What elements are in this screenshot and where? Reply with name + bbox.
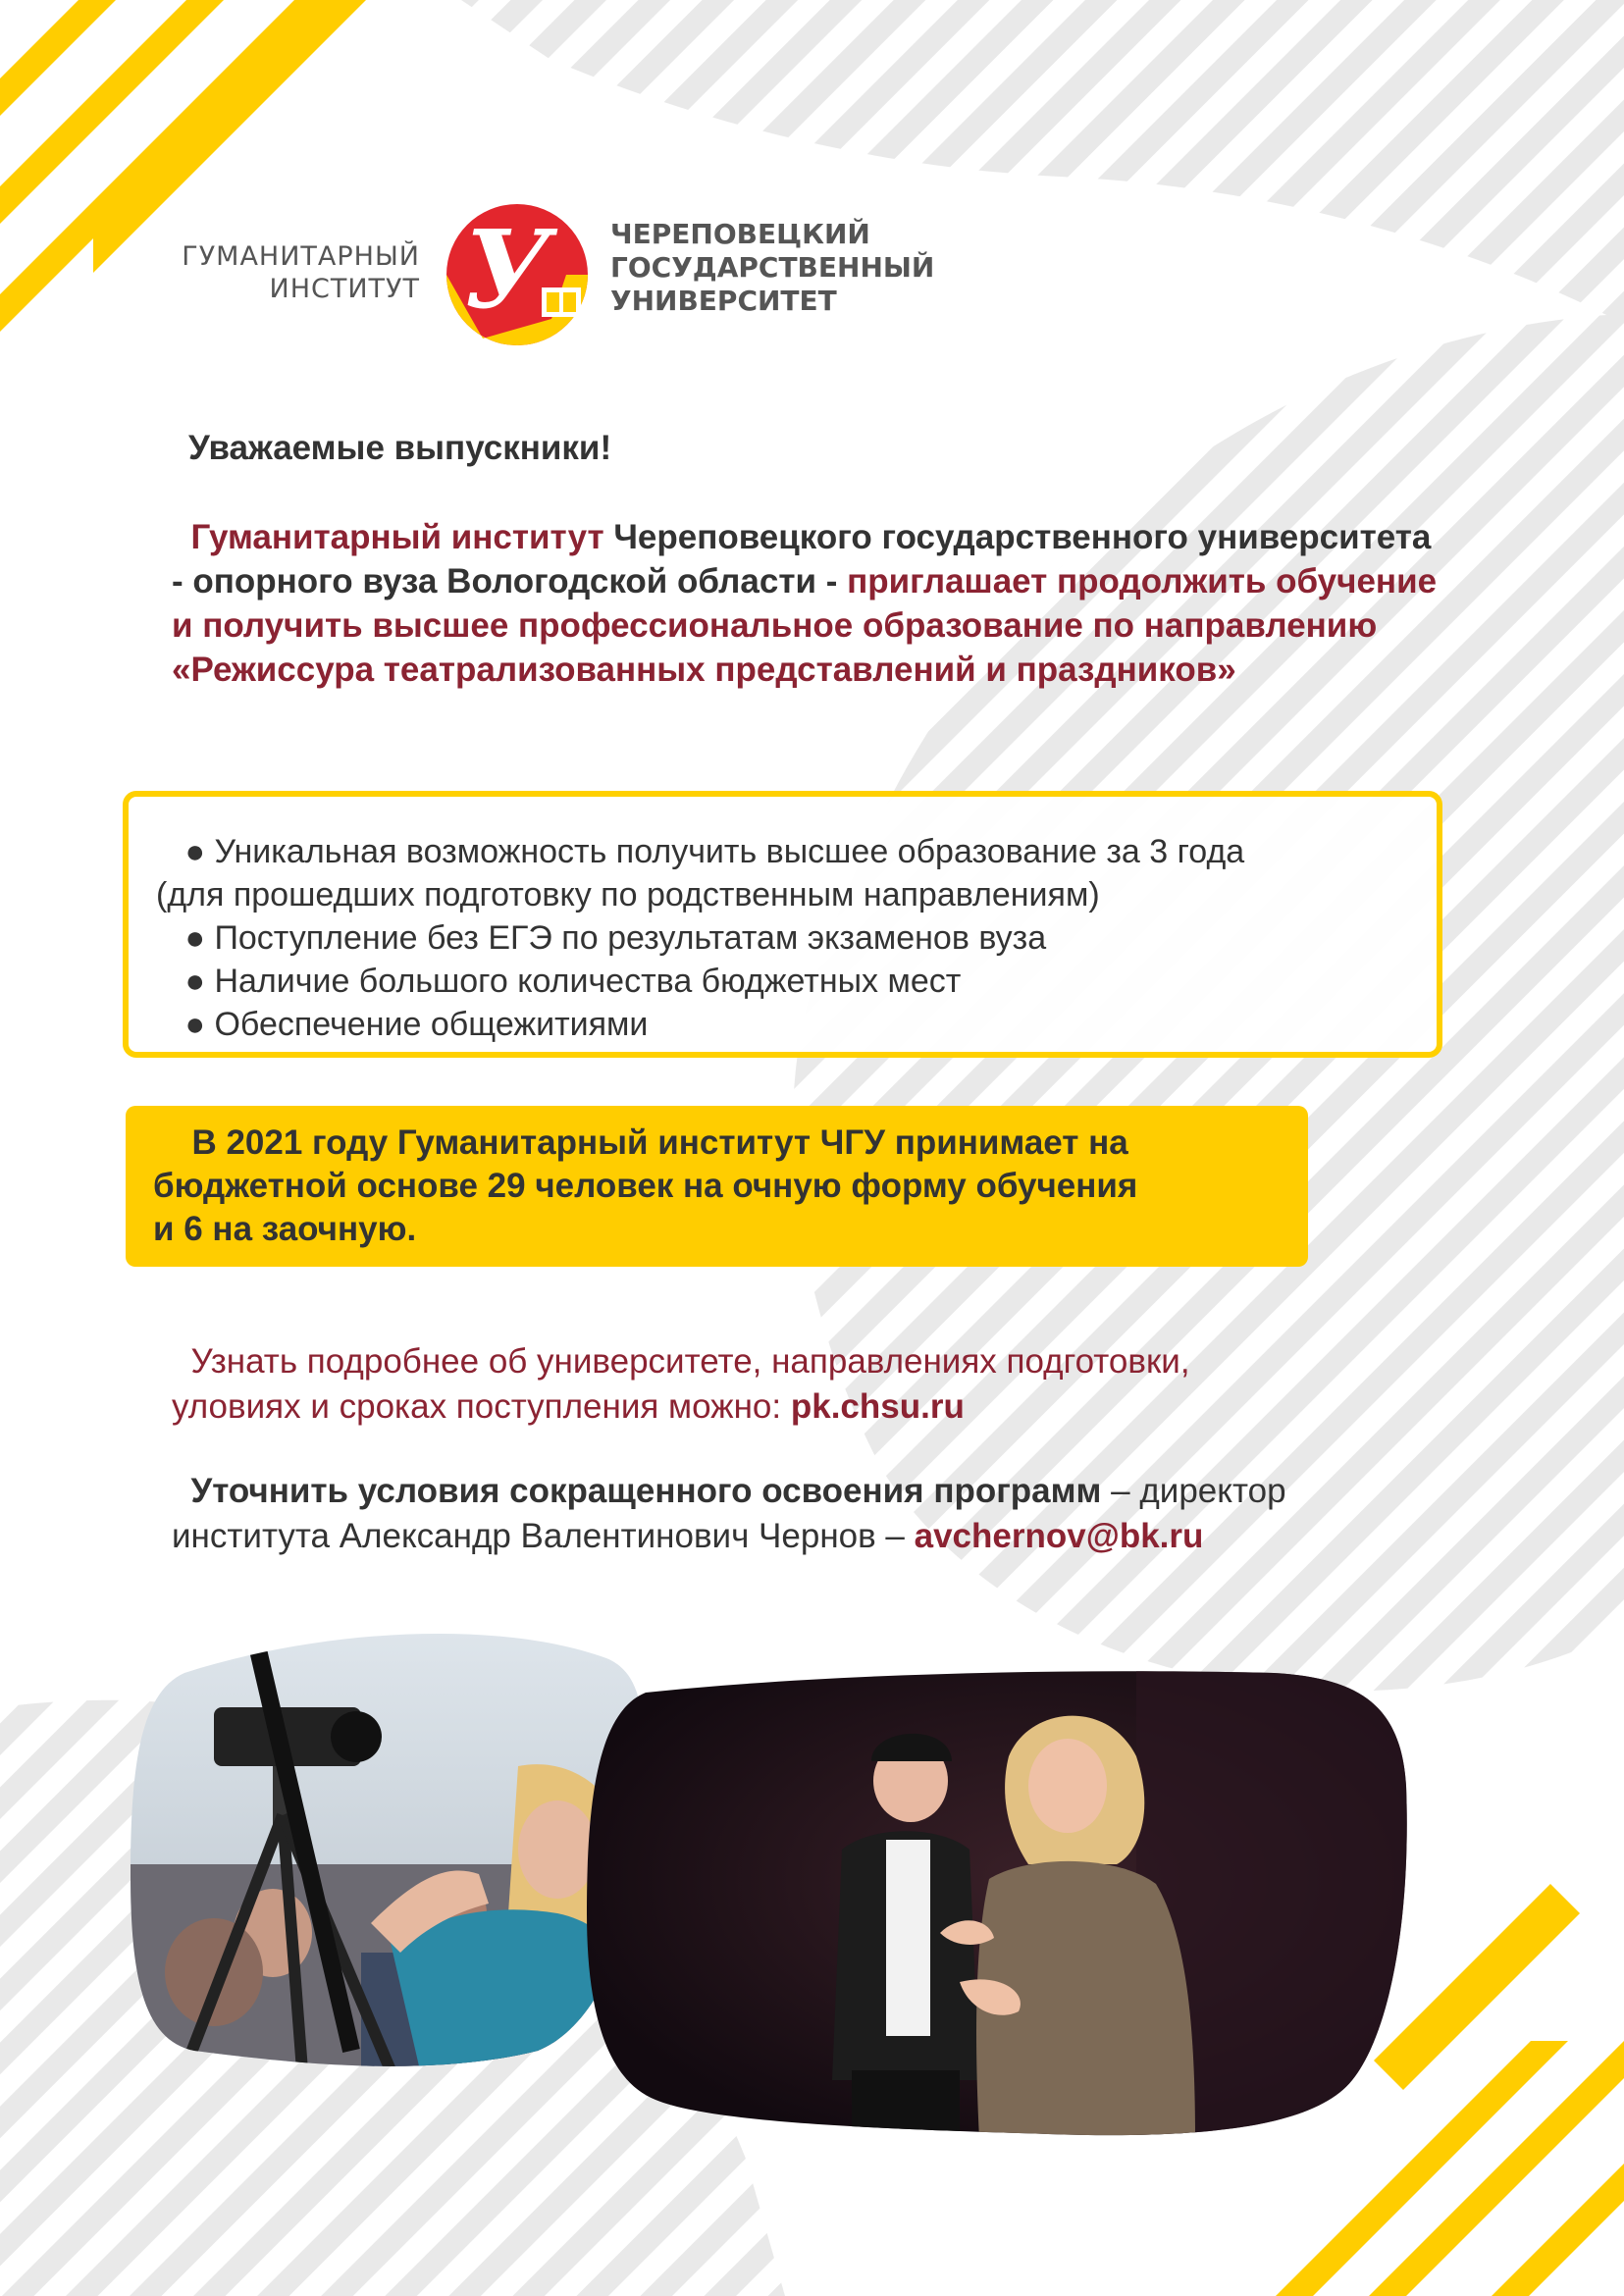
- website-link[interactable]: pk.chsu.ru: [790, 1387, 965, 1426]
- email-link[interactable]: avchernov@bk.ru: [914, 1517, 1204, 1555]
- benefit-item: [176, 916, 1437, 960]
- intro-institute: Гуманитарный институт: [190, 518, 604, 556]
- greeting: Уважаемые выпускники!: [188, 429, 612, 467]
- quota-line1: [173, 1122, 1308, 1165]
- more-info-line1: [172, 1339, 1447, 1384]
- university-name-line3: УНИВЕРСИТЕТ: [610, 285, 837, 317]
- quota-line3: и 6 на заочную.: [153, 1210, 417, 1248]
- contact-heading: Уточнить условия сокращенного освоения программ: [190, 1472, 1102, 1510]
- intro-university: Череповецкого государственного университета - опорного вуза Вологодской области -: [172, 518, 1432, 600]
- contact-line1: [172, 1469, 1477, 1514]
- logo-letter: У: [463, 206, 551, 333]
- benefit-text: Уникальная возможность получить высшее образование за 3 года: [214, 833, 1245, 870]
- benefit-note: (для прошедших подготовку по родственным направлениям): [156, 876, 1100, 913]
- more-info-text: уловиях и сроках поступления можно:: [172, 1387, 791, 1426]
- university-name-line2: ГОСУДАРСТВЕННЫЙ: [610, 251, 935, 284]
- benefit-item: [176, 960, 1437, 1003]
- intro-paragraph: [172, 515, 1447, 692]
- benefits-box: [123, 791, 1442, 1058]
- admission-quota-box: [126, 1106, 1308, 1267]
- university-logo-icon: [444, 201, 591, 348]
- bullet-icon: ●: [184, 919, 205, 957]
- contact-role: – директор: [1101, 1472, 1286, 1510]
- institute-name-line2: ИНСТИТУТ: [269, 274, 420, 304]
- contact-person: института Александр Валентинович Чернов –: [172, 1517, 915, 1555]
- intro-invitation: приглашает продолжить обучение и получить высшее профессиональное образование по направлению «Режиссура театрализованных представлений и праздников»: [172, 562, 1438, 689]
- bullet-icon: ●: [184, 963, 205, 1000]
- more-info: [172, 1339, 1447, 1430]
- contact-line2: [172, 1514, 1477, 1559]
- camera-operator-photo: [126, 1619, 646, 2070]
- university-name: [610, 218, 944, 318]
- benefit-text: Обеспечение общежитиями: [214, 1006, 649, 1043]
- more-info-line2: [172, 1384, 1447, 1430]
- institute-name-line1: ГУМАНИТАРНЫЙ: [182, 241, 420, 272]
- theatre-performance-photo: [587, 1668, 1411, 2139]
- benefit-item: [176, 1003, 1437, 1046]
- bullet-icon: ●: [184, 833, 205, 870]
- benefit-text: Поступление без ЕГЭ по результатам экзаменов вуза: [214, 919, 1047, 957]
- university-name-line1: ЧЕРЕПОВЕЦКИЙ: [610, 218, 870, 250]
- institute-name: [147, 240, 420, 305]
- quota-text: В 2021 году Гуманитарный институт ЧГУ принимает на: [191, 1123, 1128, 1162]
- bullet-icon: ●: [184, 1006, 205, 1043]
- contact-info: [172, 1469, 1477, 1559]
- benefit-text: Наличие большого количества бюджетных мест: [214, 963, 962, 1000]
- benefit-item: [176, 830, 1437, 873]
- more-info-text: Узнать подробнее об университете, направлениях подготовки,: [190, 1342, 1190, 1381]
- quota-line2: бюджетной основе 29 человек на очную форму обучения: [153, 1167, 1138, 1205]
